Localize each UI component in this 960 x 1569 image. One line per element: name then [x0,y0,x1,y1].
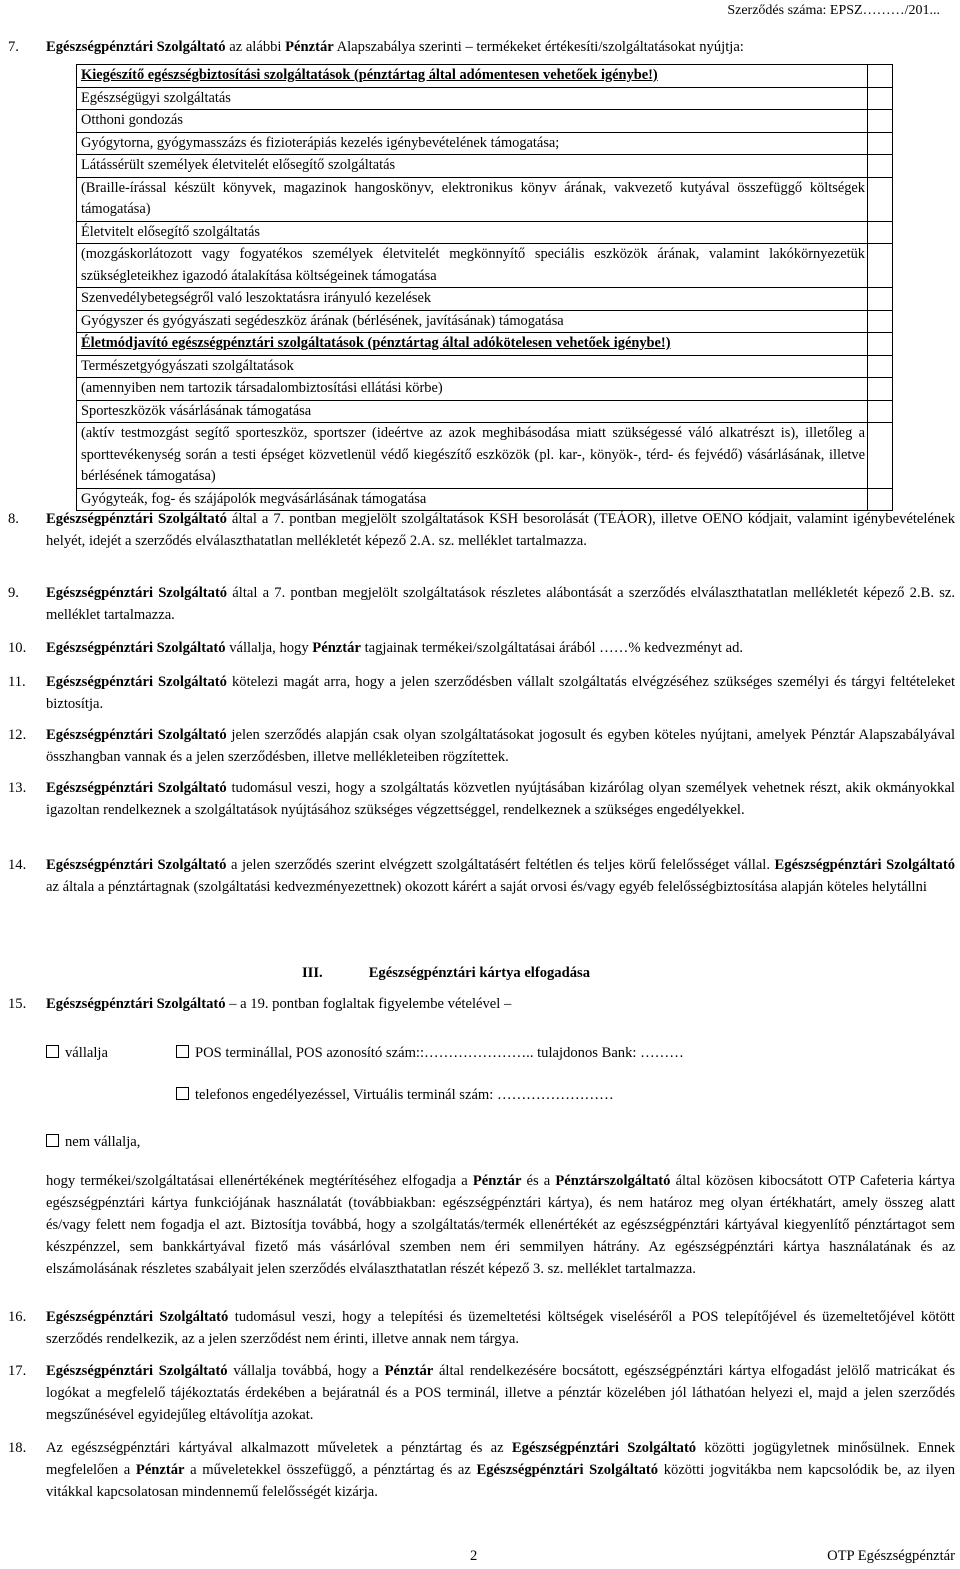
service-checkbox-cell[interactable] [867,311,892,333]
footer-brand: OTP Egészségpénztár [827,1548,955,1564]
item-15-paragraph: hogy termékei/szolgáltatásai ellenértékének megtérítéséhez elfogadja a Pénztár és a Pénztárszolgáltató által közösen kibocsátott OTP Cafeteria kártya egészségpénztári kártya funkciójának használatát (továbbiakban: egészségpénztári kártya), és nem határoz meg olyan értékhatárt, amely összeg alatt és/vagy felett nem fogadja el azt. Biztosítja továbbá, hogy a szolgáltatás/termék ellenértékét az egészségpénztári kártyával kiegyenlítő pénztártagot sem készpénzzel, sem bankkártyával fizető más vásárlóval szemben nem éri semmilyen hátrány. Az egészségpénztári kártya használatának és az elszámolásának részletes szabályait jelen szerződés elválaszthatatlan részét képező 3. sz. melléklet tartalmazza. [46,1173,955,1277]
item-9 [8,582,955,626]
item-11 [8,671,955,715]
service-label: (mozgáskorlátozott vagy fogyatékos személyek életvitelét megkönnyítő speciális eszközök árának, valamint lakókörnyezetük szükségleteikhez igazodó átalakítása költségeinek támogatása [81,246,865,284]
service-row [77,88,892,111]
item-12 [8,724,955,768]
service-label: (aktív testmozgást segítő sporteszköz, sportszer (ideértve az azok meghibásodása miatt szükségessé váló alkatrészt is), illetőleg a sporttevékenység során a testi épséget közvetlenül védő kiegészítő eszközök (pl. kar-, könyök-, térd- és fejvédő) vásárlásának, illetve bérlésének támogatása) [81,425,865,484]
item-10 [8,637,955,659]
service-label: Életvitelt elősegítő szolgáltatás [81,223,261,240]
service-checkbox-cell[interactable] [867,155,892,177]
item-text: Egészségpénztári Szolgáltató az alábbi Pénztár Alapszabálya szerinti – termékeket értékesíti/szolgáltatásokat nyújtja: [46,39,744,55]
section-title: Egészségpénztári kártya elfogadása [368,965,590,981]
item-number: 10. [8,640,27,656]
service-row [77,333,892,356]
service-row [77,378,892,401]
pos-terminal-label: POS terminállal, POS azonosító szám::………………….. tulajdonos Bank: ……… [195,1045,684,1061]
service-checkbox-cell[interactable] [867,489,892,511]
item-16 [8,1306,955,1350]
service-checkbox-cell[interactable] [867,65,892,87]
item-text: Egészségpénztári Szolgáltató által a 7. pontban megjelölt szolgáltatások részletes alábontását a szerződés elválaszthatatlan mellékletét képező 2.B. sz. melléklet tartalmazza. [46,585,955,623]
item-number: 8. [8,511,19,527]
item-text: Egészségpénztári Szolgáltató vállalja, hogy Pénztár tagjainak termékei/szolgáltatásai árából ……% kedvezményt ad. [46,640,744,656]
item-number: 16. [8,1309,27,1325]
service-label: Természetgyógyászati szolgáltatások [81,357,294,374]
service-label: Látássérült személyek életvitelét elősegítő szolgáltatás [81,157,396,173]
services-table [76,64,893,511]
service-row [77,178,892,222]
page-number: 2 [470,1548,478,1564]
service-label: Sporteszközök vásárlásának támogatása [81,402,312,419]
service-label: Életmódjavító egészségpénztári szolgáltatások (pénztártag által adókötelesen vehetőek igénybe!) [81,335,671,351]
item-18 [8,1437,955,1503]
service-checkbox-cell[interactable] [867,110,892,132]
item-number: 9. [8,585,19,601]
service-label: Kiegészítő egészségbiztosítási szolgáltatások (pénztártag által adómentesen vehetőek igénybe!) [81,67,658,83]
item-number: 13. [8,780,27,796]
item-text: Egészségpénztári Szolgáltató kötelezi magát arra, hogy a jelen szerződésben vállalt szolgáltatás elvégzéséhez szükséges személyi és tárgyi feltételeket biztosítja. [46,674,955,712]
phone-authorization-checkbox[interactable] [176,1087,189,1100]
item-text: Egészségpénztári Szolgáltató tudomásul veszi, hogy a telepítési és üzemeltetési költségek viseléséről a POS telepítőjével és üzemeltetőjével kötött szerződés rendelkezik, az a jelen szerződést nem érinti, illetve annak nem tárgya. [46,1309,955,1347]
item-number: 7. [8,39,19,55]
item-number: 15. [8,996,27,1012]
contract-number-header: Szerződés száma: EPSZ………/201... [727,3,940,18]
item-text: Egészségpénztári Szolgáltató jelen szerződés alapján csak olyan szolgáltatásokat jogosult és egyben köteles nyújtani, amelyek Pénztár Alapszabályával összhangban vannak és a jelen szerződésben, illetve mellékleteiben rögzítettek. [46,727,955,765]
service-row [77,489,892,511]
service-row [77,401,892,424]
service-checkbox-cell[interactable] [867,244,892,287]
service-row [77,65,892,88]
item-7 [8,36,955,58]
service-row [77,311,892,334]
item-number: 14. [8,857,27,873]
item-14 [8,854,955,898]
item-number: 12. [8,727,27,743]
service-row [77,356,892,379]
service-checkbox-cell[interactable] [867,288,892,310]
item-number: 18. [8,1440,27,1456]
accept-option[interactable] [46,1042,108,1064]
item-13 [8,777,955,821]
phone-authorization-option[interactable] [176,1084,614,1106]
item-text: Egészségpénztári Szolgáltató a jelen szerződés szerint elvégzett szolgáltatásért feltétlen és teljes körű felelősséget vállal. Egészségpénztári Szolgáltató az általa a pénztártagnak (szolgáltatási kedvezményezettnek) okozott kárért a saját orvosi és/vagy egyéb felelősségbiztosítása alapján köteles helytállni [46,857,955,895]
phone-authorization-label: telefonos engedélyezéssel, Virtuális terminál szám: …………………… [195,1087,614,1103]
service-row [77,423,892,489]
service-checkbox-cell[interactable] [867,401,892,423]
item-text: Az egészségpénztári kártyával alkalmazott műveletek a pénztártag és az Egészségpénztári Szolgáltató közötti jogügyletnek minősülnek. Ennek megfelelően a Pénztár a műveletekkel összefüggő, a pénztártag és az Egészségpénztári Szolgáltató közötti jogvitákba nem kapcsolódik be, az ilyen vitákkal kapcsolatosan mindennemű felelősségét kizárja. [46,1440,955,1500]
accept-checkbox[interactable] [46,1045,59,1058]
service-label: (Braille-írással készült könyvek, magazinok hangoskönyv, elektronikus könyv árának, vakvezető kutyával összefüggő költségek támogatása) [81,179,865,217]
service-row [77,133,892,156]
service-label: Gyógyteák, fog- és szájápolók megvásárlásának támogatása [81,490,427,507]
item-number: 11. [8,674,26,690]
service-checkbox-cell[interactable] [867,356,892,378]
pos-terminal-option[interactable] [176,1042,684,1064]
item-text: Egészségpénztári Szolgáltató által a 7. pontban megjelölt szolgáltatások KSH besorolását (TEÁOR), illetve OENO kódjait, valamint igénybevételének helyét, idejét a szerződés elválaszthatatlan mellékletét képező 2.A. sz. melléklet tartalmazza. [46,511,955,549]
pos-terminal-checkbox[interactable] [176,1045,189,1058]
item-number: 17. [8,1363,27,1379]
service-label: Szenvedélybetegségről való leszoktatásra irányuló kezelések [81,290,432,306]
service-row [77,288,892,311]
decline-checkbox[interactable] [46,1134,59,1147]
service-label: Egészségügyi szolgáltatás [81,89,231,106]
section-3-heading [302,962,590,984]
accept-label: vállalja [65,1045,108,1061]
service-checkbox-cell[interactable] [867,423,892,488]
service-checkbox-cell[interactable] [867,178,892,221]
service-label: Otthoni gondozás [81,112,183,128]
item-17 [8,1360,955,1426]
service-row [77,155,892,178]
item-text: Egészségpénztári Szolgáltató – a 19. pontban foglaltak figyelembe vételével – [46,996,512,1012]
service-label: Gyógytorna, gyógymasszázs és fizioterápiás kezelés igénybevételének támogatása; [81,134,560,151]
service-label: Gyógyszer és gyógyászati segédeszköz árának (bérlésének, javításának) támogatása [81,312,564,329]
service-checkbox-cell[interactable] [867,88,892,110]
service-checkbox-cell[interactable] [867,333,892,355]
decline-option[interactable] [46,1131,140,1153]
service-label: (amennyiben nem tartozik társadalombiztosítási ellátási körbe) [81,380,443,396]
service-row [77,222,892,245]
item-text: Egészségpénztári Szolgáltató tudomásul veszi, hogy a szolgáltatás közvetlen nyújtásában kizárólag olyan személyek vehetnek részt, akik okmányokkal igazoltan rendelkeznek a szolgáltatások nyújtásához szükséges végzettséggel, rendelkeznek a szükséges engedélyekkel. [46,780,955,818]
service-row [77,110,892,133]
service-checkbox-cell[interactable] [867,133,892,155]
item-15 [8,993,955,1015]
item-text: Egészségpénztári Szolgáltató vállalja továbbá, hogy a Pénztár által rendelkezésére bocsátott, egészségpénztári kártya elfogadást jelölő matricákat és logókat a megfelelő tájékoztatás érdekében a bejáratnál és a POS terminál, illetve a pénztár közelében jól láthatóan helyezi el, majd a jelen szerződés megszűnésével egyidejűleg eltávolítja azokat. [46,1363,955,1423]
service-checkbox-cell[interactable] [867,222,892,244]
decline-label: nem vállalja, [65,1134,141,1150]
item-8 [8,508,955,552]
section-roman-numeral: III. [302,965,323,981]
service-row [77,244,892,288]
service-checkbox-cell[interactable] [867,378,892,400]
